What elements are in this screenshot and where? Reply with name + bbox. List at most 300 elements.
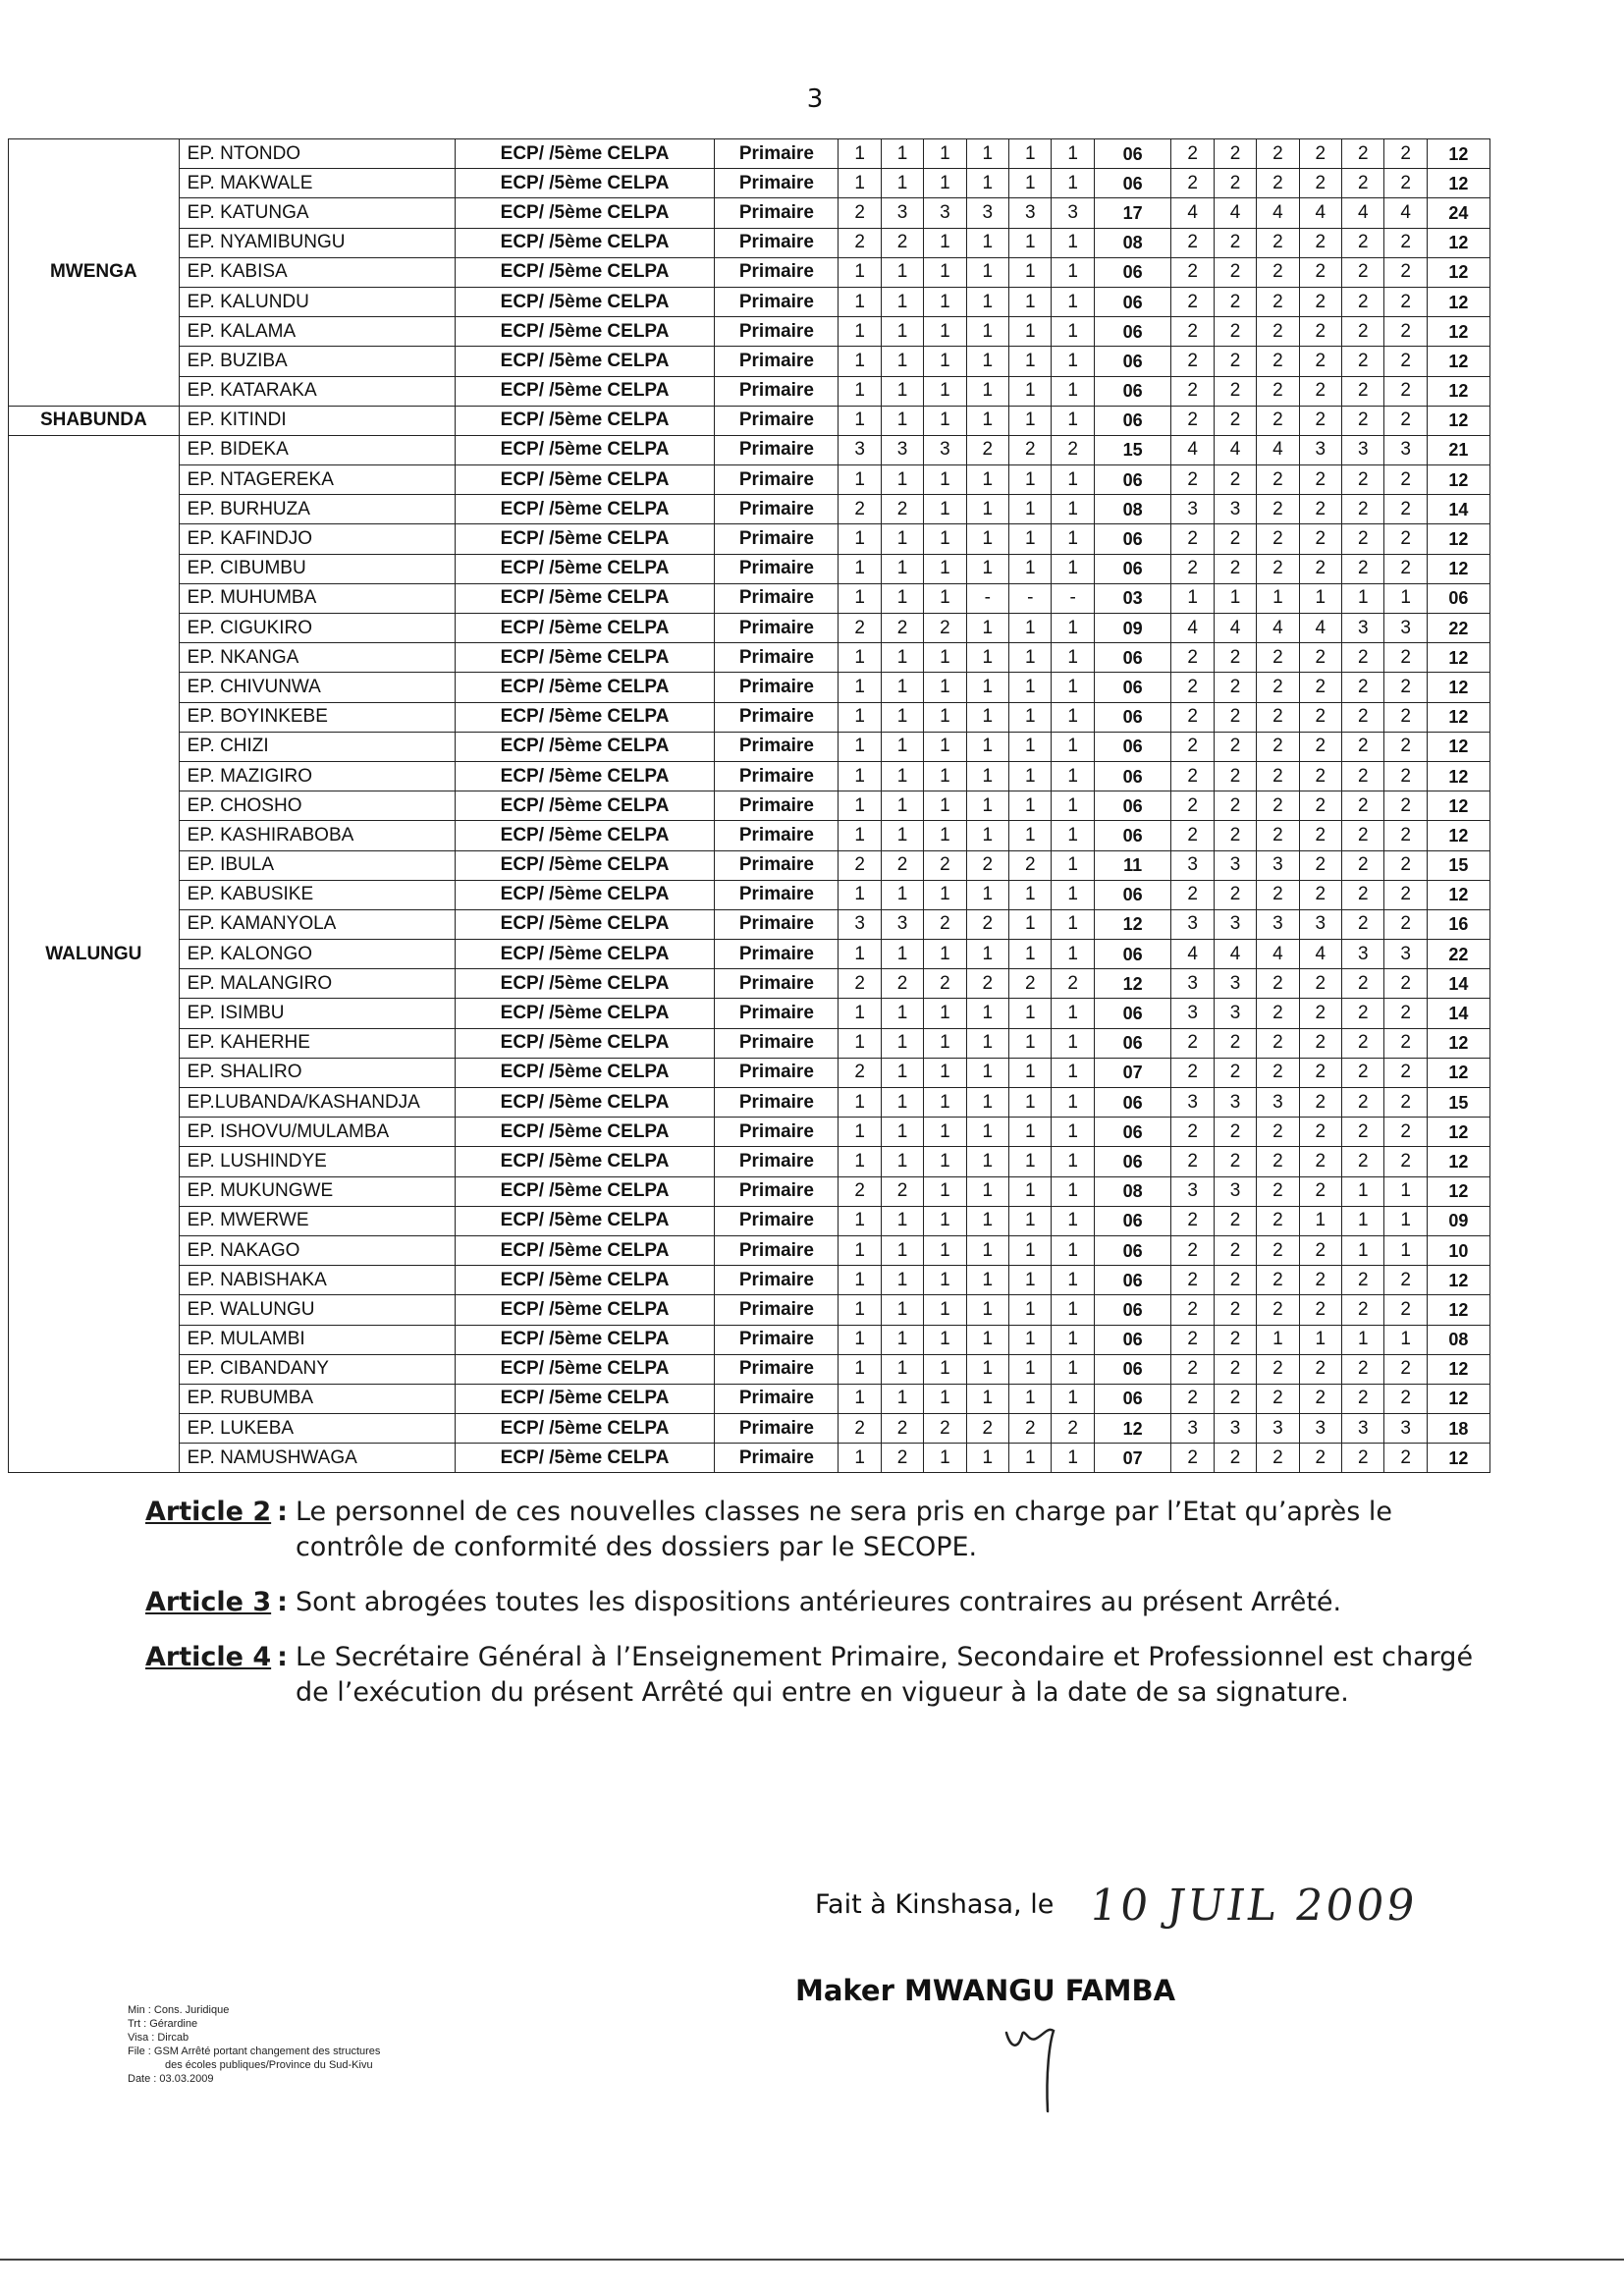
table-row — [9, 761, 1490, 791]
category-cell: ECP/ /5ème CELPA — [455, 1444, 715, 1473]
article-4 — [145, 1640, 1500, 1711]
category-cell: ECP/ /5ème CELPA — [455, 347, 715, 376]
footer-line: File : GSM Arrêté portant changement des structures — [128, 2046, 381, 2057]
level-cell: Primaire — [715, 1088, 839, 1118]
category-cell: ECP/ /5ème CELPA — [455, 495, 715, 524]
staff-count-cell: 3 — [1342, 435, 1384, 464]
footer-line: Visa : Dircab — [128, 2032, 189, 2044]
staff-count-cell: 2 — [1214, 821, 1256, 850]
classes-total-cell: 06 — [1094, 791, 1171, 821]
staff-total-cell: 22 — [1427, 940, 1489, 969]
classes-total-cell: 06 — [1094, 1295, 1171, 1325]
class-count-cell: 1 — [924, 1028, 966, 1058]
classes-total-cell: 08 — [1094, 1176, 1171, 1206]
staff-count-cell: 2 — [1384, 969, 1427, 999]
table-row — [9, 940, 1490, 969]
staff-count-cell: 2 — [1214, 1147, 1256, 1176]
staff-count-cell: 3 — [1299, 1414, 1341, 1444]
level-cell: Primaire — [715, 1206, 839, 1235]
classes-total-cell: 06 — [1094, 673, 1171, 702]
staff-count-cell: 2 — [1171, 1206, 1214, 1235]
class-count-cell: 1 — [1009, 1354, 1052, 1384]
school-name-cell: EP. KITINDI — [179, 406, 455, 435]
table-row — [9, 198, 1490, 228]
staff-count-cell: 1 — [1384, 1206, 1427, 1235]
staff-count-cell: 2 — [1257, 1384, 1299, 1413]
staff-count-cell: 2 — [1257, 880, 1299, 909]
staff-count-cell: 2 — [1299, 1444, 1341, 1473]
level-cell: Primaire — [715, 1118, 839, 1147]
staff-count-cell: 2 — [1299, 999, 1341, 1028]
class-count-cell: 1 — [1009, 554, 1052, 583]
staff-count-cell: 3 — [1214, 1176, 1256, 1206]
table-row — [9, 317, 1490, 347]
class-count-cell: 1 — [966, 524, 1008, 554]
staff-total-cell: 16 — [1427, 909, 1489, 939]
school-name-cell: EP. BIDEKA — [179, 435, 455, 464]
class-count-cell: 3 — [966, 198, 1008, 228]
class-count-cell: 1 — [839, 1028, 881, 1058]
staff-count-cell: 3 — [1384, 614, 1427, 643]
class-count-cell: 1 — [1052, 1354, 1094, 1384]
level-cell: Primaire — [715, 228, 839, 257]
article-label: Article 3 — [145, 1587, 272, 1617]
class-count-cell: 1 — [966, 287, 1008, 316]
class-count-cell: 1 — [924, 702, 966, 732]
class-count-cell: 2 — [966, 435, 1008, 464]
staff-total-cell: 12 — [1427, 1147, 1489, 1176]
staff-count-cell: 1 — [1214, 583, 1256, 613]
table-row — [9, 228, 1490, 257]
category-cell: ECP/ /5ème CELPA — [455, 465, 715, 495]
staff-count-cell: 2 — [1342, 999, 1384, 1028]
class-count-cell: 1 — [881, 583, 923, 613]
level-cell: Primaire — [715, 909, 839, 939]
level-cell: Primaire — [715, 1384, 839, 1413]
school-name-cell: EP. NAMUSHWAGA — [179, 1444, 455, 1473]
category-cell: ECP/ /5ème CELPA — [455, 198, 715, 228]
class-count-cell: 1 — [924, 880, 966, 909]
class-count-cell: 1 — [839, 821, 881, 850]
classes-total-cell: 06 — [1094, 376, 1171, 406]
staff-count-cell: 2 — [1214, 1058, 1256, 1087]
footer-metadata — [128, 2003, 380, 2086]
class-count-cell: 1 — [881, 465, 923, 495]
class-count-cell: 1 — [1052, 1028, 1094, 1058]
table-row — [9, 614, 1490, 643]
class-count-cell: 1 — [1009, 1295, 1052, 1325]
class-count-cell: 1 — [881, 1266, 923, 1295]
staff-count-cell: 3 — [1214, 1088, 1256, 1118]
class-count-cell: 1 — [1009, 495, 1052, 524]
category-cell: ECP/ /5ème CELPA — [455, 1266, 715, 1295]
staff-count-cell: 4 — [1171, 198, 1214, 228]
classes-total-cell: 06 — [1094, 1118, 1171, 1147]
class-count-cell: 1 — [1009, 643, 1052, 673]
school-name-cell: EP. KAFINDJO — [179, 524, 455, 554]
class-count-cell: 1 — [924, 139, 966, 169]
staff-total-cell: 12 — [1427, 732, 1489, 761]
staff-count-cell: 2 — [1299, 139, 1341, 169]
class-count-cell: 1 — [1052, 1295, 1094, 1325]
table-row — [9, 673, 1490, 702]
school-name-cell: EP. RUBUMBA — [179, 1384, 455, 1413]
staff-count-cell: 2 — [1214, 406, 1256, 435]
school-name-cell: EP. MAZIGIRO — [179, 761, 455, 791]
class-count-cell: 2 — [839, 495, 881, 524]
staff-count-cell: 4 — [1214, 614, 1256, 643]
article-text: Sont abrogées toutes les dispositions antérieures contraires au présent Arrêté. — [295, 1587, 1342, 1617]
staff-count-cell: 4 — [1384, 198, 1427, 228]
staff-count-cell: 3 — [1171, 1176, 1214, 1206]
class-count-cell: 2 — [839, 969, 881, 999]
class-count-cell: 1 — [924, 732, 966, 761]
table-row — [9, 347, 1490, 376]
category-cell: ECP/ /5ème CELPA — [455, 554, 715, 583]
class-count-cell: 1 — [881, 732, 923, 761]
category-cell: ECP/ /5ème CELPA — [455, 673, 715, 702]
staff-count-cell: 2 — [1299, 287, 1341, 316]
school-name-cell: EP. KAMANYOLA — [179, 909, 455, 939]
class-count-cell: 1 — [881, 257, 923, 287]
staff-total-cell: 12 — [1427, 1058, 1489, 1087]
school-name-cell: EP. CIBUMBU — [179, 554, 455, 583]
staff-count-cell: 2 — [1384, 1295, 1427, 1325]
staff-count-cell: 2 — [1214, 673, 1256, 702]
class-count-cell: 1 — [881, 317, 923, 347]
level-cell: Primaire — [715, 554, 839, 583]
staff-count-cell: 2 — [1342, 1028, 1384, 1058]
staff-count-cell: 2 — [1384, 1266, 1427, 1295]
staff-count-cell: 2 — [1214, 1444, 1256, 1473]
class-count-cell: 2 — [1052, 1414, 1094, 1444]
class-count-cell: 1 — [966, 228, 1008, 257]
staff-count-cell: 2 — [1384, 1118, 1427, 1147]
class-count-cell: 1 — [1009, 1028, 1052, 1058]
school-name-cell: EP. NAKAGO — [179, 1235, 455, 1265]
class-count-cell: 1 — [839, 673, 881, 702]
staff-count-cell: 2 — [1257, 139, 1299, 169]
class-count-cell: 1 — [1009, 1147, 1052, 1176]
table-row — [9, 850, 1490, 880]
category-cell: ECP/ /5ème CELPA — [455, 583, 715, 613]
class-count-cell: 1 — [1052, 643, 1094, 673]
level-cell: Primaire — [715, 791, 839, 821]
staff-count-cell: 2 — [1171, 376, 1214, 406]
staff-count-cell: 3 — [1342, 614, 1384, 643]
class-count-cell: 1 — [1009, 791, 1052, 821]
staff-count-cell: 2 — [1171, 761, 1214, 791]
staff-count-cell: 2 — [1299, 1354, 1341, 1384]
staff-count-cell: 2 — [1299, 495, 1341, 524]
level-cell: Primaire — [715, 347, 839, 376]
class-count-cell: 2 — [839, 1414, 881, 1444]
staff-count-cell: 3 — [1384, 435, 1427, 464]
level-cell: Primaire — [715, 495, 839, 524]
category-cell: ECP/ /5ème CELPA — [455, 1147, 715, 1176]
staff-count-cell: 3 — [1299, 435, 1341, 464]
article-label: Article 2 — [145, 1497, 272, 1527]
class-count-cell: 1 — [966, 317, 1008, 347]
staff-count-cell: 2 — [1214, 287, 1256, 316]
staff-count-cell: 2 — [1384, 287, 1427, 316]
staff-count-cell: 2 — [1257, 406, 1299, 435]
staff-count-cell: 2 — [1384, 376, 1427, 406]
staff-count-cell: 2 — [1299, 1176, 1341, 1206]
staff-count-cell: 2 — [1299, 465, 1341, 495]
class-count-cell: 2 — [1009, 969, 1052, 999]
class-count-cell: 1 — [881, 1118, 923, 1147]
classes-total-cell: 03 — [1094, 583, 1171, 613]
category-cell: ECP/ /5ème CELPA — [455, 406, 715, 435]
level-cell: Primaire — [715, 614, 839, 643]
staff-count-cell: 2 — [1214, 228, 1256, 257]
level-cell: Primaire — [715, 1266, 839, 1295]
staff-count-cell: 3 — [1214, 495, 1256, 524]
staff-count-cell: 2 — [1299, 228, 1341, 257]
classes-total-cell: 06 — [1094, 702, 1171, 732]
staff-count-cell: 3 — [1171, 1414, 1214, 1444]
class-count-cell: 3 — [924, 435, 966, 464]
staff-count-cell: 2 — [1171, 1295, 1214, 1325]
staff-count-cell: 2 — [1214, 1118, 1256, 1147]
staff-count-cell: 4 — [1299, 198, 1341, 228]
category-cell: ECP/ /5ème CELPA — [455, 999, 715, 1028]
class-count-cell: 1 — [881, 1384, 923, 1413]
classes-total-cell: 06 — [1094, 999, 1171, 1028]
class-count-cell: 2 — [924, 909, 966, 939]
article-label: Article 4 — [145, 1642, 272, 1672]
class-count-cell: 1 — [966, 643, 1008, 673]
class-count-cell: 1 — [839, 1384, 881, 1413]
staff-count-cell: 2 — [1384, 1444, 1427, 1473]
table-row — [9, 1088, 1490, 1118]
staff-count-cell: 2 — [1257, 465, 1299, 495]
staff-total-cell: 12 — [1427, 880, 1489, 909]
article-colon: : — [277, 1587, 288, 1617]
school-name-cell: EP. KABISA — [179, 257, 455, 287]
staff-total-cell: 12 — [1427, 169, 1489, 198]
staff-count-cell: 2 — [1299, 1295, 1341, 1325]
class-count-cell: 1 — [881, 761, 923, 791]
staff-count-cell: 2 — [1384, 909, 1427, 939]
staff-count-cell: 2 — [1214, 1325, 1256, 1354]
class-count-cell: 1 — [1009, 257, 1052, 287]
staff-count-cell: 1 — [1299, 1325, 1341, 1354]
staff-count-cell: 2 — [1257, 257, 1299, 287]
class-count-cell: 1 — [966, 1325, 1008, 1354]
category-cell: ECP/ /5ème CELPA — [455, 880, 715, 909]
category-cell: ECP/ /5ème CELPA — [455, 1176, 715, 1206]
class-count-cell: 1 — [839, 347, 881, 376]
class-count-cell: 1 — [881, 821, 923, 850]
class-count-cell: 1 — [1009, 702, 1052, 732]
staff-count-cell: 3 — [1214, 1414, 1256, 1444]
staff-count-cell: 2 — [1171, 1235, 1214, 1265]
class-count-cell: 1 — [1052, 1384, 1094, 1413]
category-cell: ECP/ /5ème CELPA — [455, 287, 715, 316]
class-count-cell: 1 — [924, 287, 966, 316]
staff-count-cell: 2 — [1214, 1384, 1256, 1413]
class-count-cell: 1 — [1009, 1176, 1052, 1206]
category-cell: ECP/ /5ème CELPA — [455, 1088, 715, 1118]
class-count-cell: 1 — [924, 1295, 966, 1325]
staff-count-cell: 2 — [1257, 761, 1299, 791]
staff-count-cell: 2 — [1171, 1028, 1214, 1058]
class-count-cell: 1 — [1009, 1058, 1052, 1087]
staff-count-cell: 3 — [1214, 969, 1256, 999]
class-count-cell: 1 — [1052, 791, 1094, 821]
class-count-cell: 1 — [1052, 257, 1094, 287]
staff-count-cell: 2 — [1171, 287, 1214, 316]
table-row — [9, 406, 1490, 435]
class-count-cell: 1 — [966, 1028, 1008, 1058]
class-count-cell: 1 — [881, 880, 923, 909]
staff-total-cell: 15 — [1427, 850, 1489, 880]
class-count-cell: 1 — [1052, 554, 1094, 583]
class-count-cell: 1 — [924, 1325, 966, 1354]
staff-count-cell: 2 — [1214, 347, 1256, 376]
staff-count-cell: 4 — [1257, 614, 1299, 643]
staff-total-cell: 24 — [1427, 198, 1489, 228]
classes-total-cell: 06 — [1094, 465, 1171, 495]
class-count-cell: 1 — [1052, 880, 1094, 909]
staff-count-cell: 3 — [1257, 1414, 1299, 1444]
staff-count-cell: 2 — [1214, 554, 1256, 583]
staff-count-cell: 2 — [1299, 732, 1341, 761]
level-cell: Primaire — [715, 761, 839, 791]
staff-count-cell: 3 — [1257, 850, 1299, 880]
staff-count-cell: 2 — [1342, 1147, 1384, 1176]
staff-count-cell: 2 — [1214, 465, 1256, 495]
class-count-cell: 2 — [839, 1058, 881, 1087]
class-count-cell: 1 — [924, 524, 966, 554]
class-count-cell: 1 — [1009, 376, 1052, 406]
class-count-cell: 1 — [1052, 702, 1094, 732]
class-count-cell: 1 — [966, 347, 1008, 376]
class-count-cell: 1 — [1052, 1118, 1094, 1147]
level-cell: Primaire — [715, 376, 839, 406]
staff-count-cell: 2 — [1299, 969, 1341, 999]
school-name-cell: EP. SHALIRO — [179, 1058, 455, 1087]
staff-count-cell: 2 — [1384, 880, 1427, 909]
class-count-cell: 1 — [1009, 317, 1052, 347]
class-count-cell: 1 — [966, 554, 1008, 583]
class-count-cell: 3 — [881, 435, 923, 464]
staff-count-cell: 2 — [1342, 702, 1384, 732]
staff-count-cell: 2 — [1257, 732, 1299, 761]
school-name-cell: EP. CHIVUNWA — [179, 673, 455, 702]
class-count-cell: 1 — [839, 139, 881, 169]
staff-count-cell: 2 — [1299, 1028, 1341, 1058]
class-count-cell: 1 — [881, 791, 923, 821]
territory-cell: WALUNGU — [9, 435, 180, 1473]
table-row — [9, 1325, 1490, 1354]
class-count-cell: 1 — [1009, 1266, 1052, 1295]
class-count-cell: 1 — [839, 761, 881, 791]
class-count-cell: 1 — [924, 1354, 966, 1384]
classes-total-cell: 06 — [1094, 643, 1171, 673]
staff-count-cell: 3 — [1171, 1088, 1214, 1118]
staff-count-cell: 2 — [1342, 169, 1384, 198]
staff-count-cell: 2 — [1214, 761, 1256, 791]
class-count-cell: 1 — [881, 643, 923, 673]
class-count-cell: - — [1052, 583, 1094, 613]
table-row — [9, 257, 1490, 287]
staff-count-cell: 2 — [1257, 999, 1299, 1028]
staff-count-cell: 2 — [1342, 287, 1384, 316]
table-row — [9, 1206, 1490, 1235]
staff-count-cell: 3 — [1384, 1414, 1427, 1444]
staff-total-cell: 12 — [1427, 821, 1489, 850]
staff-count-cell: 4 — [1299, 940, 1341, 969]
classes-total-cell: 06 — [1094, 732, 1171, 761]
staff-count-cell: 2 — [1342, 406, 1384, 435]
staff-total-cell: 12 — [1427, 287, 1489, 316]
staff-count-cell: 2 — [1384, 406, 1427, 435]
table-row — [9, 1028, 1490, 1058]
class-count-cell: 1 — [881, 1206, 923, 1235]
level-cell: Primaire — [715, 1147, 839, 1176]
school-name-cell: EP. LUKEBA — [179, 1414, 455, 1444]
class-count-cell: 2 — [881, 614, 923, 643]
signature-date-stamp: 10 JUIL 2009 — [1086, 1881, 1421, 1931]
staff-count-cell: 2 — [1384, 495, 1427, 524]
class-count-cell: 1 — [1009, 1384, 1052, 1413]
class-count-cell: 1 — [1009, 287, 1052, 316]
staff-count-cell: 2 — [1257, 1206, 1299, 1235]
classes-total-cell: 06 — [1094, 1325, 1171, 1354]
class-count-cell: 1 — [1052, 228, 1094, 257]
table-row — [9, 435, 1490, 464]
class-count-cell: 1 — [924, 1206, 966, 1235]
staff-count-cell: 2 — [1257, 524, 1299, 554]
staff-count-cell: 2 — [1299, 791, 1341, 821]
class-count-cell: 1 — [839, 169, 881, 198]
staff-count-cell: 2 — [1342, 1444, 1384, 1473]
class-count-cell: 1 — [1009, 1088, 1052, 1118]
table-row — [9, 1266, 1490, 1295]
class-count-cell: 1 — [924, 940, 966, 969]
class-count-cell: 1 — [1052, 732, 1094, 761]
staff-count-cell: 2 — [1214, 732, 1256, 761]
class-count-cell: 1 — [1009, 940, 1052, 969]
staff-count-cell: 3 — [1214, 850, 1256, 880]
class-count-cell: 1 — [1009, 999, 1052, 1028]
staff-total-cell: 14 — [1427, 495, 1489, 524]
staff-count-cell: 1 — [1257, 1325, 1299, 1354]
class-count-cell: 1 — [924, 1088, 966, 1118]
classes-total-cell: 07 — [1094, 1058, 1171, 1087]
table-row — [9, 1235, 1490, 1265]
staff-count-cell: 3 — [1342, 940, 1384, 969]
school-name-cell: EP. MAKWALE — [179, 169, 455, 198]
staff-count-cell: 4 — [1214, 940, 1256, 969]
class-count-cell: 2 — [966, 850, 1008, 880]
class-count-cell: 1 — [1052, 940, 1094, 969]
staff-count-cell: 2 — [1299, 257, 1341, 287]
staff-count-cell: 2 — [1171, 643, 1214, 673]
staff-count-cell: 2 — [1257, 1176, 1299, 1206]
staff-count-cell: 2 — [1171, 821, 1214, 850]
class-count-cell: 1 — [966, 1058, 1008, 1087]
class-count-cell: 1 — [839, 791, 881, 821]
class-count-cell: 1 — [966, 1088, 1008, 1118]
class-count-cell: 1 — [1052, 465, 1094, 495]
class-count-cell: 1 — [1052, 1444, 1094, 1473]
class-count-cell: 1 — [966, 1354, 1008, 1384]
class-count-cell: 1 — [924, 999, 966, 1028]
